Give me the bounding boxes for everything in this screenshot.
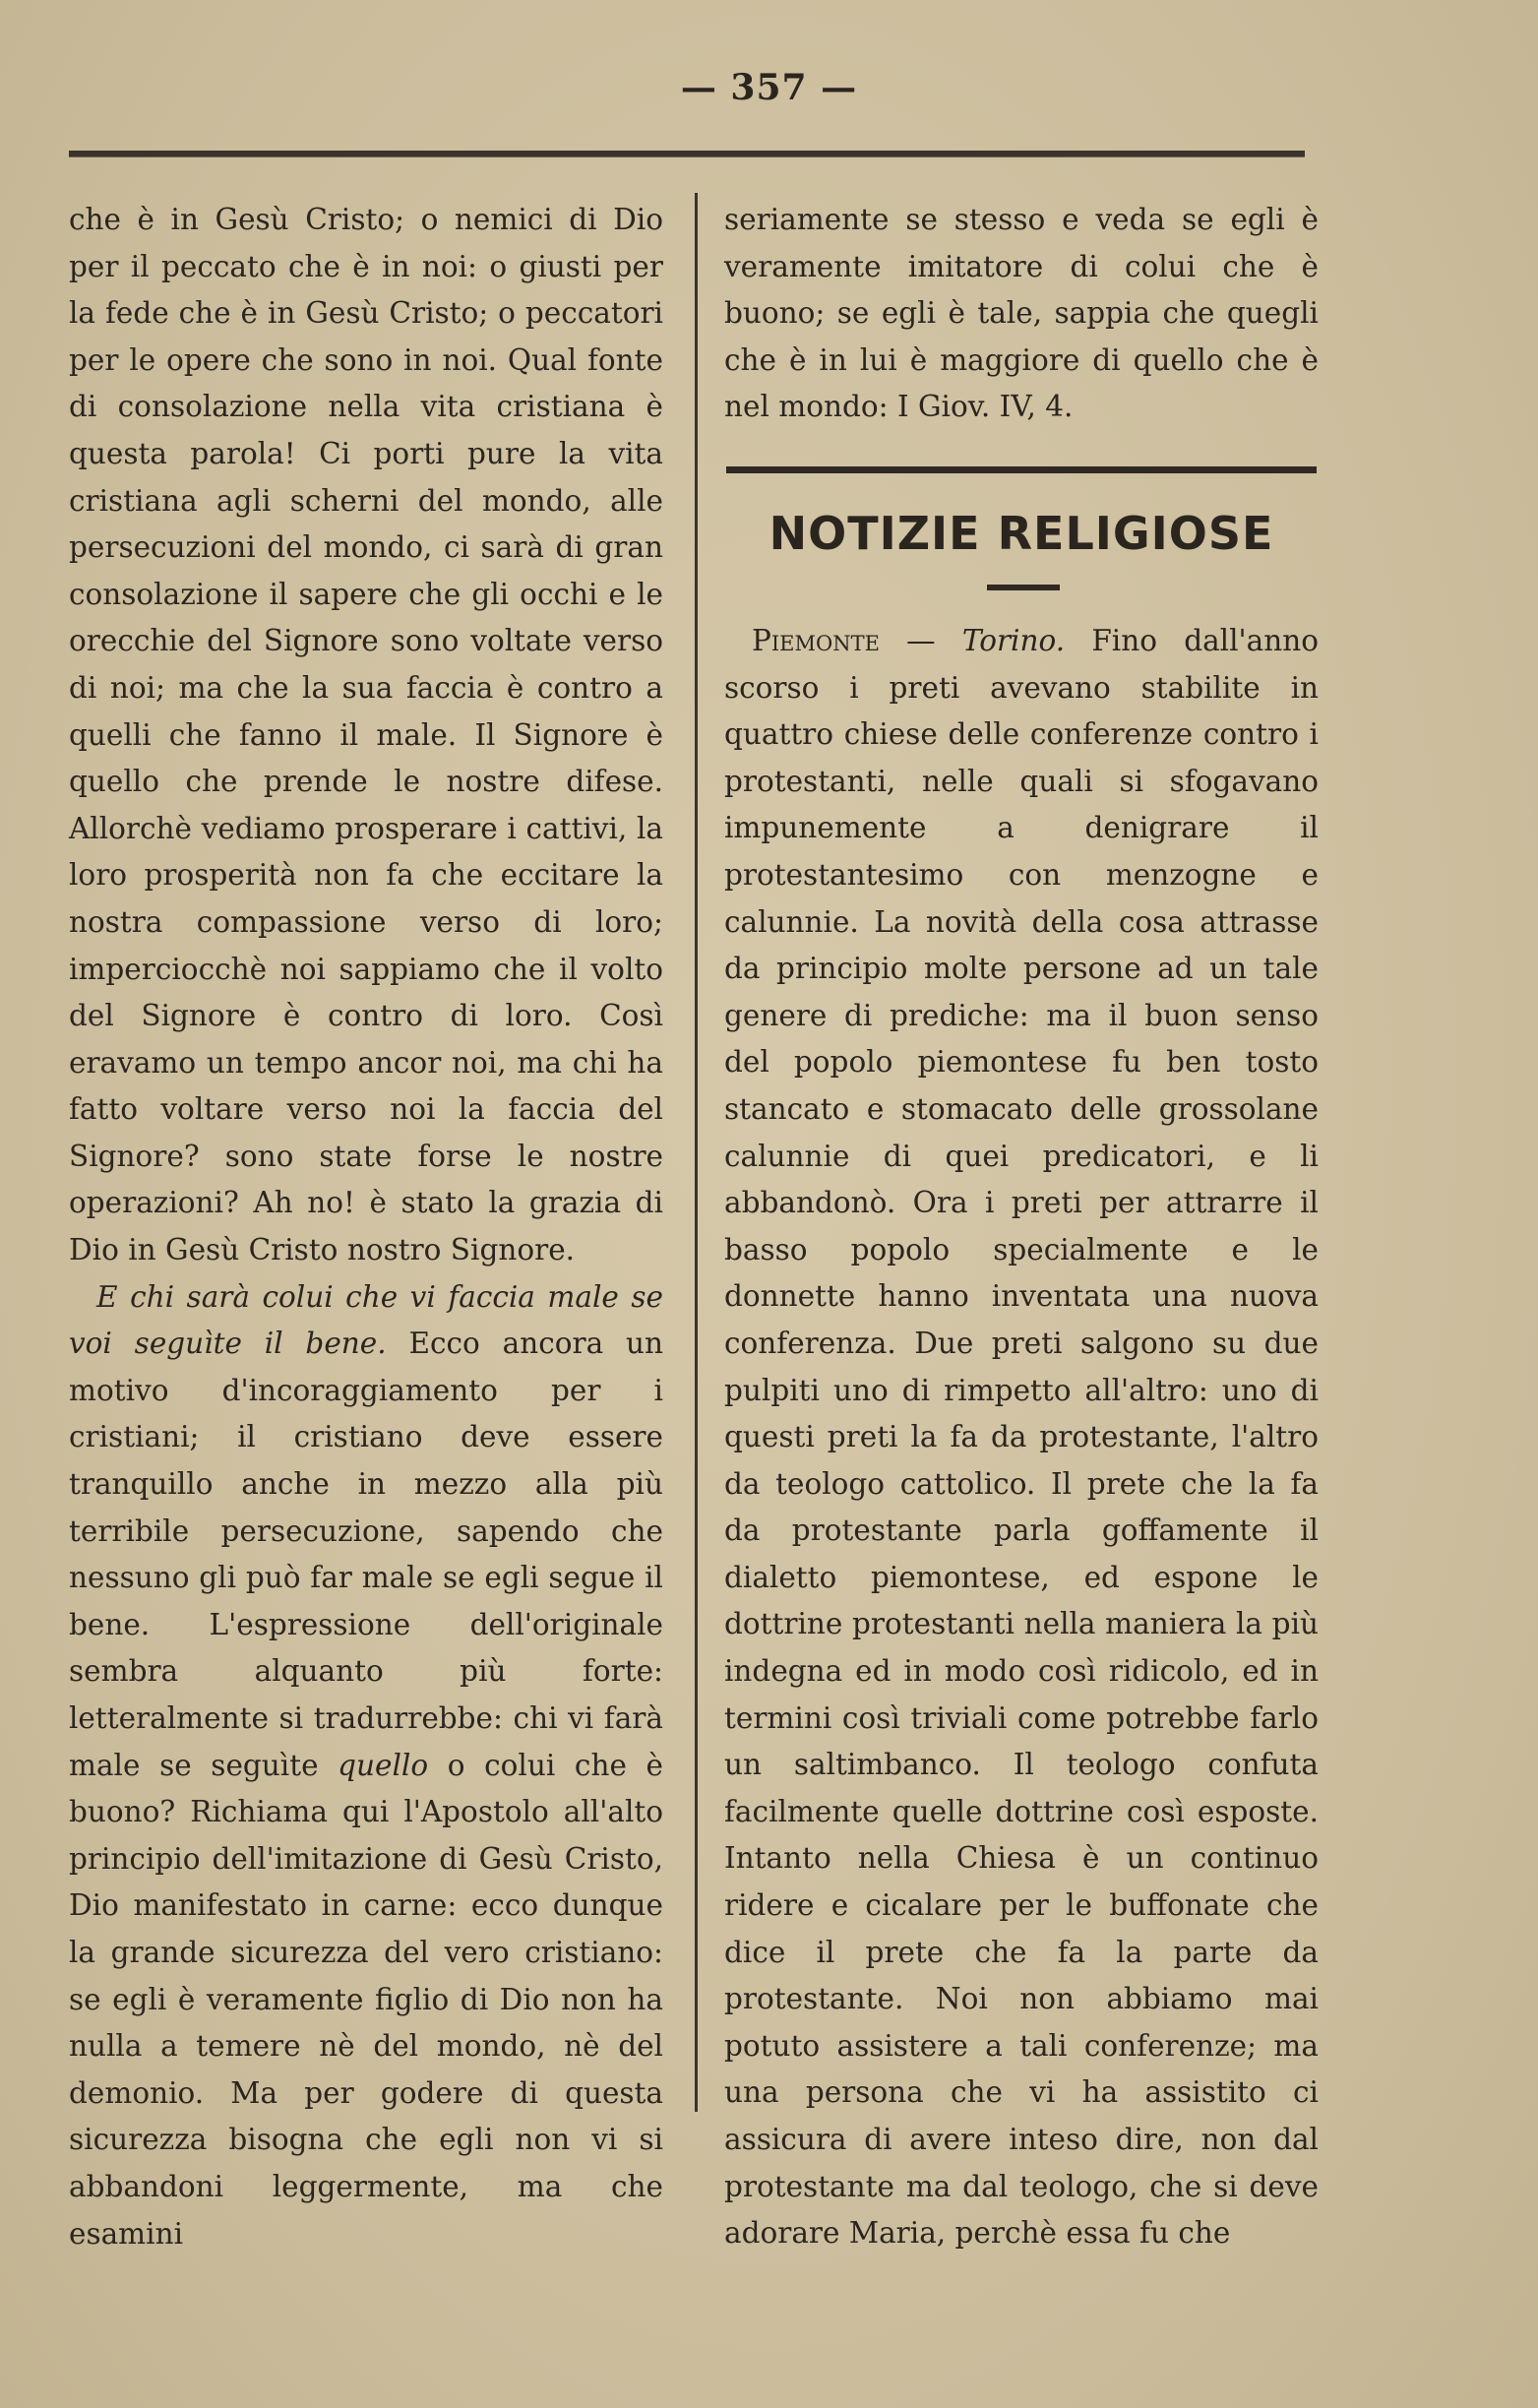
scripture-quote: E chi sarà colui che vi faccia male se voi seguìte il bene. [69,1279,663,1361]
right-column-news [724,618,1319,2257]
right-column-top [724,197,1319,431]
left-paragraph-2-text-b: o colui che è buono? Richiama qui l'Apostolo all'alto principio dell'imitazione di Gesù Cristo, Dio manifestato in carne: ecco dunque la grande sicurezza del vero cristiano: se egli è veramente figlio di Dio non ha nulla a temere nè del mondo, nè del demonio. Ma per godere di questa sicurezza bisogna che egli non vi si abbandoni leggermente, ma che esamini [69,1748,663,2251]
right-paragraph-1: seriamente se stesso e veda se egli è veramente imitatore di colui che è buono; se egli è tale, sappia che quegli che è in lui è maggiore di quello che è nel mondo: I Giov. IV, 4. [724,203,1319,424]
page-number: — 357 — [680,67,858,108]
news-dash: — [879,624,962,657]
news-region: Piemonte [752,624,880,657]
news-paragraph [724,618,1319,2257]
news-text: Fino dall'anno scorso i preti avevano stabilite in quattro chiese delle conferenze contro i protestanti, nelle quali si sfogavano impunemente a denigrare il protestantesimo con menzogne e calunnie. La novità della cosa attrasse da principio molte persone ad un tale genere di prediche: ma il buon senso del popolo piemontese fu ben tosto stancato e stomacato delle grossolane calunnie di quei predicatori, e li abbandonò. Ora i preti per attrarre il basso popolo specialmente e le donnette hanno inventata una nuova conferenza. Due preti salgono su due pulpiti uno di rimpetto all'altro: uno di questi preti la fa da protestante, l'altro da teologo cattolico. Il prete che la fa da protestante parla goffamente il dialetto piemontese, ed espone le dottrine protestanti nella maniera la più indegna ed in modo così ridicolo, ed in termini così triviali come potrebbe farlo un saltimbanco. Il teologo confuta facilmente quelle dottrine così esposte. Intanto nella Chiesa è un continuo ridere e cicalare per le buffonate che dice il prete che fa la parte da protestante. Noi non abbiamo mai potuto assistere a tali conferenze; ma una persona che vi ha assistito ci assicura di avere inteso dire, non dal protestante ma dal teologo, che si deve adorare Maria, perchè essa fu che [724,624,1319,2251]
left-paragraph-1: che è in Gesù Cristo; o nemici di Dio per il peccato che è in noi: o giusti per la fede che è in Gesù Cristo; o peccatori per le opere che sono in noi. Qual fonte di consolazione nella vita cristiana è questa parola! Ci porti pure la vita cristiana agli scherni del mondo, alle persecuzioni del mondo, ci sarà di gran consolazione il sapere che gli occhi e le orecchie del Signore sono voltate verso di noi; ma che la sua faccia è contro a quelli che fanno il male. Il Signore è quello che prende le nostre difese. Allorchè vediamo prosperare i cattivi, la loro prosperità non fa che eccitare la nostra compassione verso di loro; imperciocchè noi sappiamo che il volto del Signore è contro di loro. Così eravamo un tempo ancor noi, ma chi ha fatto voltare verso noi la faccia del Signore? sono state forse le nostre operazioni? Ah no! è stato la grazia di Dio in Gesù Cristo nostro Signore. [69,203,663,1267]
section-rule [726,466,1317,473]
left-paragraph-2 [69,1274,663,2257]
section-title: NOTIZIE RELIGIOSE [769,507,1274,560]
column-divider [695,193,698,2112]
section-dash [987,585,1060,590]
italic-word-quello: quello [338,1748,429,1782]
news-city: Torino. [961,624,1066,657]
header-rule [69,151,1305,157]
left-column [69,197,663,2257]
left-paragraph-2-text-a: Ecco ancora un motivo d'incoraggiamento per i cristiani; il cristiano deve essere tranquillo anche in mezzo alla più terribile persecuzione, sapendo che nessuno gli può far male se egli segue il bene. L'espressione dell'originale sembra alquanto più forte: letteralmente si tradurrebbe: chi vi farà male se seguìte [69,1327,663,1782]
